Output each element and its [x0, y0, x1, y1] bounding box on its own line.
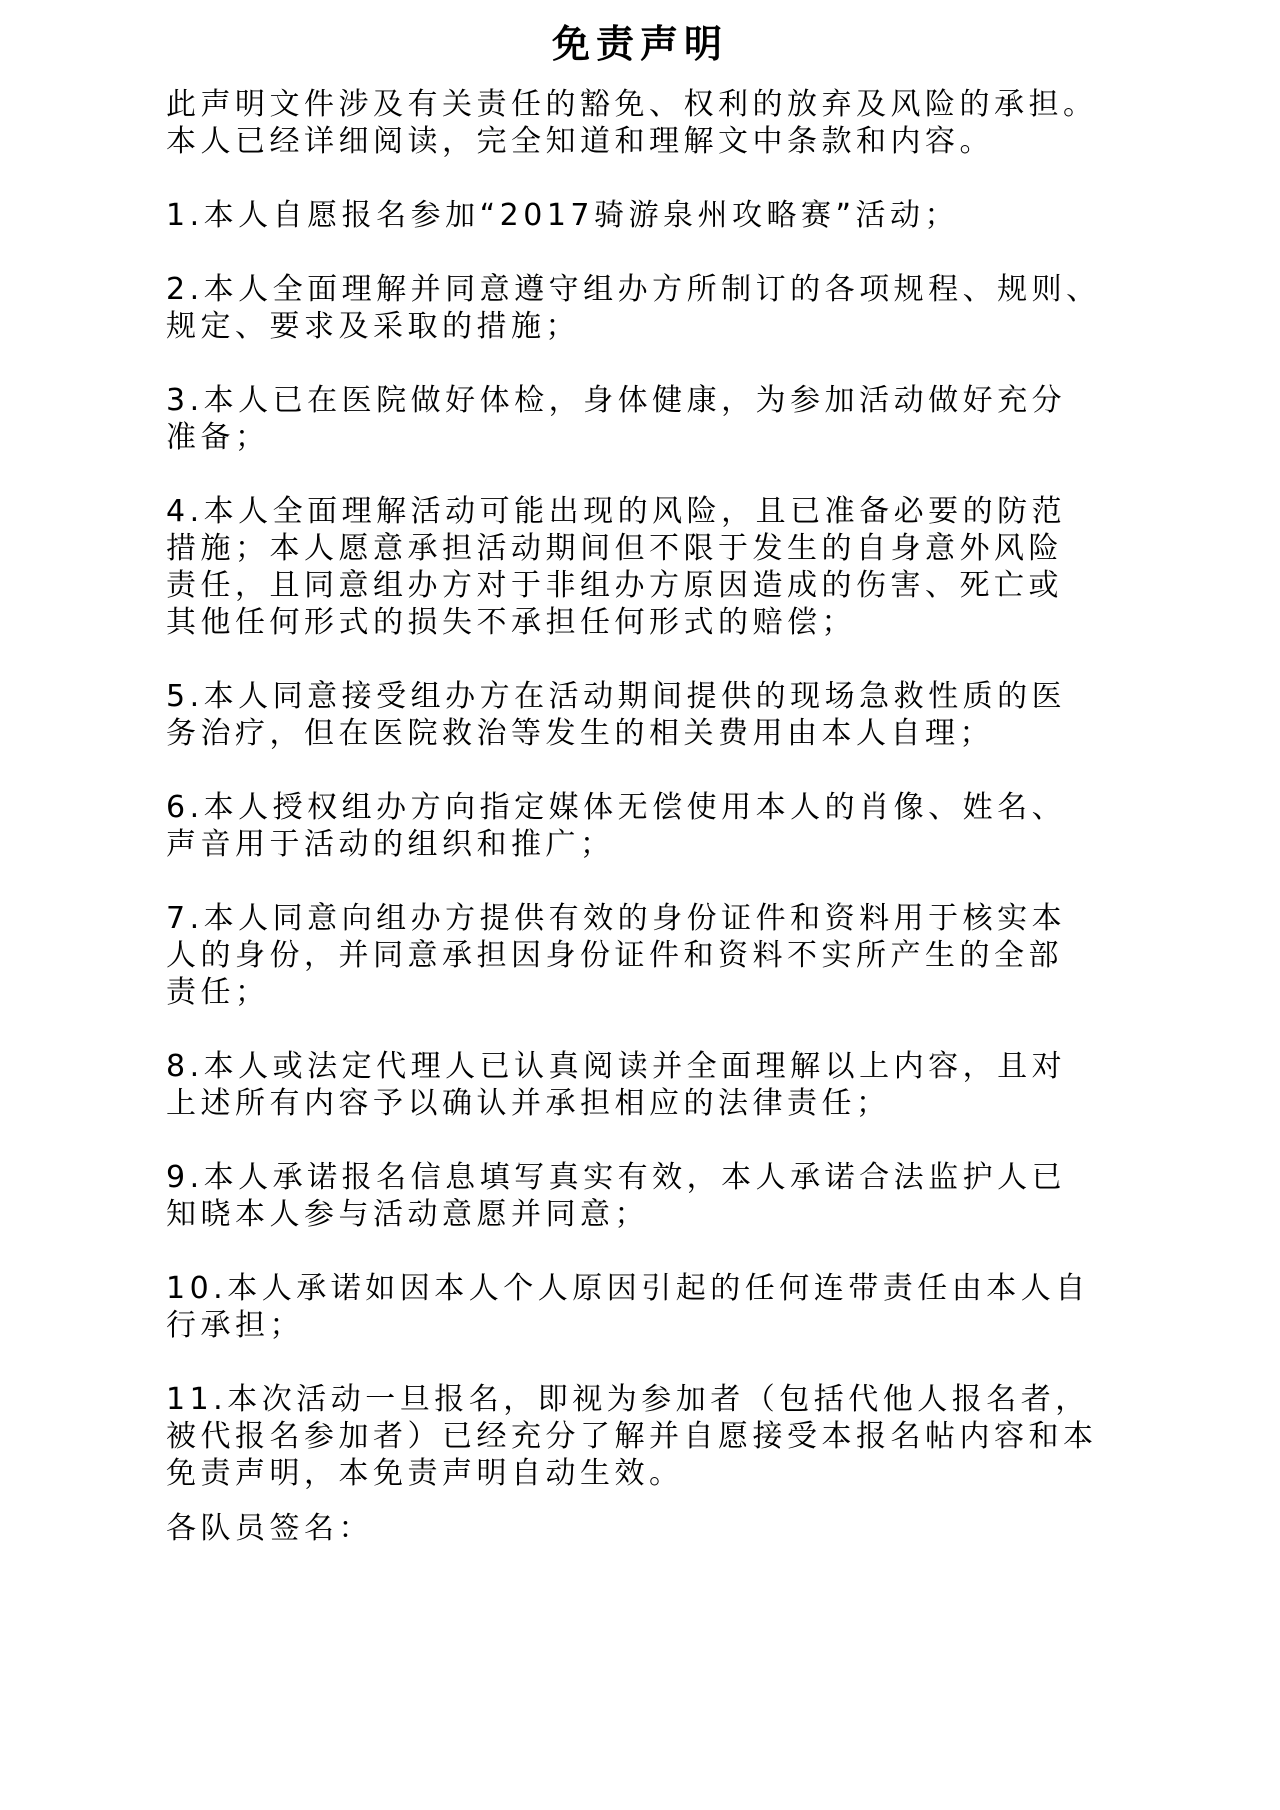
clause-6	[166, 789, 1126, 863]
clause-11	[166, 1381, 1126, 1492]
clause-line: 9.本人承诺报名信息填写真实有效，本人承诺合法监护人已	[166, 1160, 1067, 1195]
clause-line: 其他任何形式的损失不承担任何形式的赔偿；	[166, 605, 856, 640]
clause-line: 知晓本人参与活动意愿并同意；	[166, 1197, 649, 1232]
clause-line: 8.本人或法定代理人已认真阅读并全面理解以上内容，且对	[166, 1049, 1067, 1084]
clause-line: 10.本人承诺如因本人个人原因引起的任何连带责任由本人自	[166, 1271, 1090, 1306]
clause-line: 2.本人全面理解并同意遵守组办方所制订的各项规程、规则、	[166, 272, 1101, 307]
clause-line: 免责声明，本免责声明自动生效。	[166, 1456, 684, 1491]
clause-7	[166, 900, 1126, 1011]
clause-line: 责任，且同意组办方对于非组办方原因造成的伤害、死亡或	[166, 568, 1063, 603]
clause-line: 7.本人同意向组办方提供有效的身份证件和资料用于核实本	[166, 901, 1067, 936]
document-body	[166, 86, 1126, 1547]
intro-line: 本人已经详细阅读，完全知道和理解文中条款和内容。	[166, 124, 994, 159]
intro-line: 此声明文件涉及有关责任的豁免、权利的放弃及风险的承担。	[166, 87, 1098, 122]
clause-line: 行承担；	[166, 1308, 304, 1343]
clause-line: 被代报名参加者）已经充分了解并自愿接受本报名帖内容和本	[166, 1419, 1098, 1454]
clause-8	[166, 1048, 1126, 1122]
clause-line: 5.本人同意接受组办方在活动期间提供的现场急救性质的医	[166, 679, 1067, 714]
clause-10	[166, 1270, 1126, 1344]
clause-line: 措施；本人愿意承担活动期间但不限于发生的自身意外风险	[166, 531, 1063, 566]
clause-line: 1.本人自愿报名参加“2017骑游泉州攻略赛”活动；	[166, 198, 960, 233]
clause-line: 11.本次活动一旦报名，即视为参加者（包括代他人报名者，	[166, 1382, 1090, 1417]
clause-4	[166, 493, 1126, 641]
clause-3	[166, 382, 1126, 456]
clause-line: 准备；	[166, 420, 270, 455]
clause-line: 3.本人已在医院做好体检，身体健康，为参加活动做好充分	[166, 383, 1067, 418]
clause-line: 人的身份，并同意承担因身份证件和资料不实所产生的全部	[166, 938, 1063, 973]
clause-line: 责任；	[166, 975, 270, 1010]
clause-line: 声音用于活动的组织和推广；	[166, 827, 615, 862]
clause-9	[166, 1159, 1126, 1233]
clause-line: 上述所有内容予以确认并承担相应的法律责任；	[166, 1086, 891, 1121]
clause-1	[166, 197, 1126, 234]
signature-label: 各队员签名：	[166, 1511, 373, 1546]
clause-2	[166, 271, 1126, 345]
clause-5	[166, 678, 1126, 752]
intro-paragraph	[166, 86, 1126, 160]
clause-line: 6.本人授权组办方向指定媒体无偿使用本人的肖像、姓名、	[166, 790, 1067, 825]
document-title: 免责声明	[551, 22, 728, 66]
clause-line: 规定、要求及采取的措施；	[166, 309, 580, 344]
clause-line: 务治疗，但在医院救治等发生的相关费用由本人自理；	[166, 716, 994, 751]
clause-line: 4.本人全面理解活动可能出现的风险，且已准备必要的防范	[166, 494, 1067, 529]
